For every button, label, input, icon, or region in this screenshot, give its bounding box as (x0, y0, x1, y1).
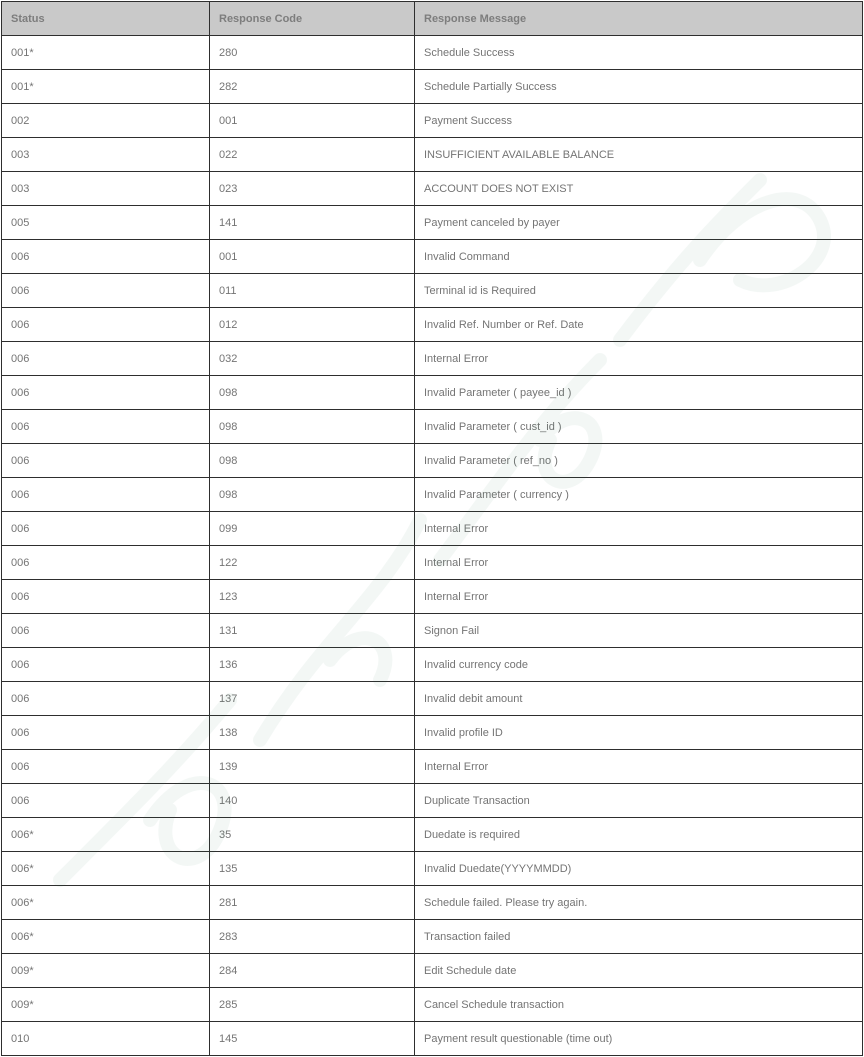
cell-response-message: Duedate is required (415, 818, 863, 852)
cell-response-code: 140 (210, 784, 415, 818)
cell-response-code: 145 (210, 1022, 415, 1056)
cell-status: 006* (2, 852, 210, 886)
cell-status: 006* (2, 818, 210, 852)
table-row (2, 648, 863, 682)
header-response-message: Response Message (415, 2, 863, 36)
cell-response-message: Terminal id is Required (415, 274, 863, 308)
cell-status: 006* (2, 920, 210, 954)
table-row (2, 716, 863, 750)
cell-status: 006 (2, 376, 210, 410)
table-row (2, 546, 863, 580)
cell-status: 006 (2, 478, 210, 512)
cell-status: 006 (2, 750, 210, 784)
cell-status: 009* (2, 988, 210, 1022)
cell-status: 006 (2, 716, 210, 750)
cell-status: 006 (2, 614, 210, 648)
cell-response-code: 032 (210, 342, 415, 376)
cell-status: 006 (2, 546, 210, 580)
table-row (2, 240, 863, 274)
cell-response-code: 285 (210, 988, 415, 1022)
cell-response-code: 138 (210, 716, 415, 750)
cell-response-code: 023 (210, 172, 415, 206)
cell-response-code: 098 (210, 376, 415, 410)
cell-response-code: 011 (210, 274, 415, 308)
table-row (2, 750, 863, 784)
table-row (2, 614, 863, 648)
cell-response-message: Transaction failed (415, 920, 863, 954)
table-header (2, 2, 863, 36)
cell-response-code: 099 (210, 512, 415, 546)
cell-response-message: Invalid debit amount (415, 682, 863, 716)
header-row (2, 2, 863, 36)
cell-response-code: 136 (210, 648, 415, 682)
cell-status: 006 (2, 308, 210, 342)
cell-status: 001* (2, 36, 210, 70)
table-row (2, 308, 863, 342)
table-row (2, 920, 863, 954)
cell-response-message: Internal Error (415, 512, 863, 546)
table-row (2, 376, 863, 410)
cell-response-code: 283 (210, 920, 415, 954)
table-row (2, 70, 863, 104)
cell-status: 006 (2, 580, 210, 614)
table-row (2, 172, 863, 206)
cell-response-code: 022 (210, 138, 415, 172)
table-row (2, 206, 863, 240)
cell-response-message: Invalid currency code (415, 648, 863, 682)
cell-status: 005 (2, 206, 210, 240)
table-row (2, 342, 863, 376)
cell-status: 010 (2, 1022, 210, 1056)
cell-response-code: 098 (210, 478, 415, 512)
cell-status: 006 (2, 410, 210, 444)
cell-response-message: Invalid Duedate(YYYYMMDD) (415, 852, 863, 886)
header-status: Status (2, 2, 210, 36)
table-row (2, 512, 863, 546)
cell-status: 006 (2, 512, 210, 546)
cell-response-message: Internal Error (415, 342, 863, 376)
cell-response-message: ACCOUNT DOES NOT EXIST (415, 172, 863, 206)
cell-status: 003 (2, 172, 210, 206)
cell-response-code: 35 (210, 818, 415, 852)
table-row (2, 784, 863, 818)
table-row (2, 274, 863, 308)
cell-status: 003 (2, 138, 210, 172)
cell-status: 006 (2, 784, 210, 818)
cell-response-message: Invalid Parameter ( payee_id ) (415, 376, 863, 410)
cell-response-message: Schedule failed. Please try again. (415, 886, 863, 920)
table-row (2, 818, 863, 852)
cell-response-code: 135 (210, 852, 415, 886)
cell-response-message: Schedule Success (415, 36, 863, 70)
cell-status: 009* (2, 954, 210, 988)
cell-response-message: Invalid Ref. Number or Ref. Date (415, 308, 863, 342)
cell-response-code: 137 (210, 682, 415, 716)
cell-response-message: Schedule Partially Success (415, 70, 863, 104)
cell-response-message: INSUFFICIENT AVAILABLE BALANCE (415, 138, 863, 172)
cell-response-message: Edit Schedule date (415, 954, 863, 988)
table-body (2, 36, 863, 1056)
cell-response-code: 098 (210, 410, 415, 444)
cell-status: 002 (2, 104, 210, 138)
cell-response-message: Signon Fail (415, 614, 863, 648)
cell-response-message: Internal Error (415, 750, 863, 784)
cell-response-message: Internal Error (415, 546, 863, 580)
table-row (2, 580, 863, 614)
cell-response-message: Invalid Parameter ( currency ) (415, 478, 863, 512)
cell-response-code: 141 (210, 206, 415, 240)
cell-response-code: 122 (210, 546, 415, 580)
response-code-table (1, 1, 863, 1056)
cell-response-code: 280 (210, 36, 415, 70)
cell-response-message: Invalid profile ID (415, 716, 863, 750)
cell-status: 006 (2, 240, 210, 274)
cell-response-message: Internal Error (415, 580, 863, 614)
header-response-code: Response Code (210, 2, 415, 36)
table-row (2, 852, 863, 886)
cell-status: 006 (2, 682, 210, 716)
cell-response-code: 139 (210, 750, 415, 784)
table-row (2, 36, 863, 70)
cell-response-message: Payment Success (415, 104, 863, 138)
cell-response-code: 281 (210, 886, 415, 920)
cell-response-message: Invalid Parameter ( cust_id ) (415, 410, 863, 444)
cell-response-message: Duplicate Transaction (415, 784, 863, 818)
cell-response-message: Cancel Schedule transaction (415, 988, 863, 1022)
cell-status: 006 (2, 444, 210, 478)
cell-response-code: 282 (210, 70, 415, 104)
table-row (2, 682, 863, 716)
cell-response-code: 001 (210, 240, 415, 274)
cell-response-code: 012 (210, 308, 415, 342)
table-row (2, 478, 863, 512)
cell-response-message: Invalid Parameter ( ref_no ) (415, 444, 863, 478)
cell-response-code: 001 (210, 104, 415, 138)
cell-response-message: Payment canceled by payer (415, 206, 863, 240)
cell-status: 001* (2, 70, 210, 104)
table-row (2, 886, 863, 920)
table-row (2, 138, 863, 172)
cell-status: 006 (2, 274, 210, 308)
cell-response-code: 131 (210, 614, 415, 648)
cell-response-code: 098 (210, 444, 415, 478)
cell-response-message: Invalid Command (415, 240, 863, 274)
cell-response-message: Payment result questionable (time out) (415, 1022, 863, 1056)
cell-status: 006 (2, 648, 210, 682)
cell-response-code: 123 (210, 580, 415, 614)
cell-status: 006 (2, 342, 210, 376)
cell-response-code: 284 (210, 954, 415, 988)
table-row (2, 410, 863, 444)
table-row (2, 1022, 863, 1056)
table-row (2, 988, 863, 1022)
table-row (2, 104, 863, 138)
table-row (2, 954, 863, 988)
table-row (2, 444, 863, 478)
cell-status: 006* (2, 886, 210, 920)
